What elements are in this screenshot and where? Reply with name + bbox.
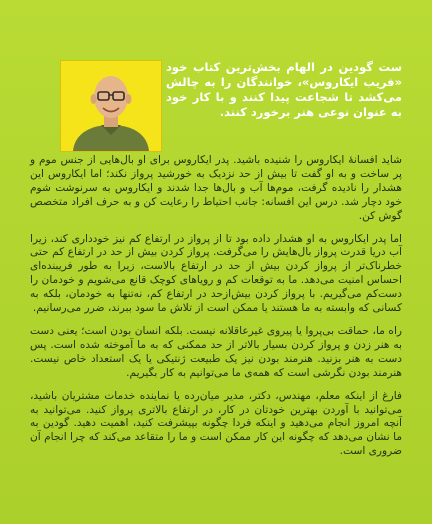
description-body	[30, 154, 402, 468]
author-portrait-icon	[61, 61, 161, 151]
intro-text: ست گودین در الهام بخش‌ترین کتاب خود «فریب ایکاروس»، خوانندگان را به چالش می‌کشد تا شجاعت پیدا کنند و با کار خود به عنوان نوعی هنر برخورد کنند.	[166, 60, 402, 119]
paragraph-4: فارغ از اینکه معلم، مهندس، دکتر، مدیر میان‌رده یا نماینده خدمات مشتریان باشید، می‌توانید با آوردن بهترین خودتان در کار، در ارتفاع بالاتری پرواز کنید. می‌توانید به آنچه امروز انجام می‌دهید و اینکه فردا چگونه بپیشرفت کنید، اهمیت دهید. گودین به ما نشان می‌دهد که چگونه این کار ممکن است و ما را متقاعد می‌کند که چرا انجام آن ضروری است.	[30, 389, 402, 458]
author-photo	[60, 60, 162, 152]
paragraph-3: راه ما، حماقت بی‌پروا یا پیروی غیرعاقلانه نیست. بلکه انسان بودن است؛ یعنی دست به هنر زدن و پرواز کردن بسیار بالاتر از حد ممکنی که به ما آموخته شده است. پس دست به هنر بزنید. هنرمند بودن نیز یک طبیعت ژنتیکی یا یک استعداد خاص نیست. هنرمند بودن نگرشی است که همه‌ی ما می‌توانیم به کار بگیریم.	[30, 324, 402, 379]
paragraph-2: اما پدر ایکاروس به او هشدار داده بود تا از پرواز در ارتفاع کم نیز خودداری کند، زیرا آب دریا قدرت پرواز بال‌هایش را می‌گرفت. پرواز کردن بیش از حد در ارتفاع کم حتی خطرناک‌تر از پرواز کردن بیش از حد در ارتفاع بالاست، زیرا به طور فریبنده‌ای احساس امنیت می‌دهد. ما به توقعات کم و رویاهای کوچک قانع می‌شویم و خودمان را دست‌کم می‌گیریم. با پرواز کردن بیش‌ازحد در ارتفاع کم، نه‌تنها به خودمان، بلکه به کسانی که وابسته به ما هستند یا ممکن است از تلاش ما سود ببرند، ضرر می‌رسانیم.	[30, 232, 402, 315]
paragraph-1: شاید افسانهٔ ایکاروس را شنیده باشید. پدر ایکاروس برای او بال‌هایی از جنس موم و پر ساخت و به او گفت تا بیش از حد نزدیک به خورشید پرواز نکند؛ اما ایکاروس این هشدار را نادیده گرفت، موم‌ها آب و بال‌ها جدا شدند و ایکاروس به سرنوشت شوم خود دچار شد. درس این افسانه: جانب احتیاط را رعایت کن و به حرف افراد متخصص گوش کن.	[30, 154, 402, 222]
